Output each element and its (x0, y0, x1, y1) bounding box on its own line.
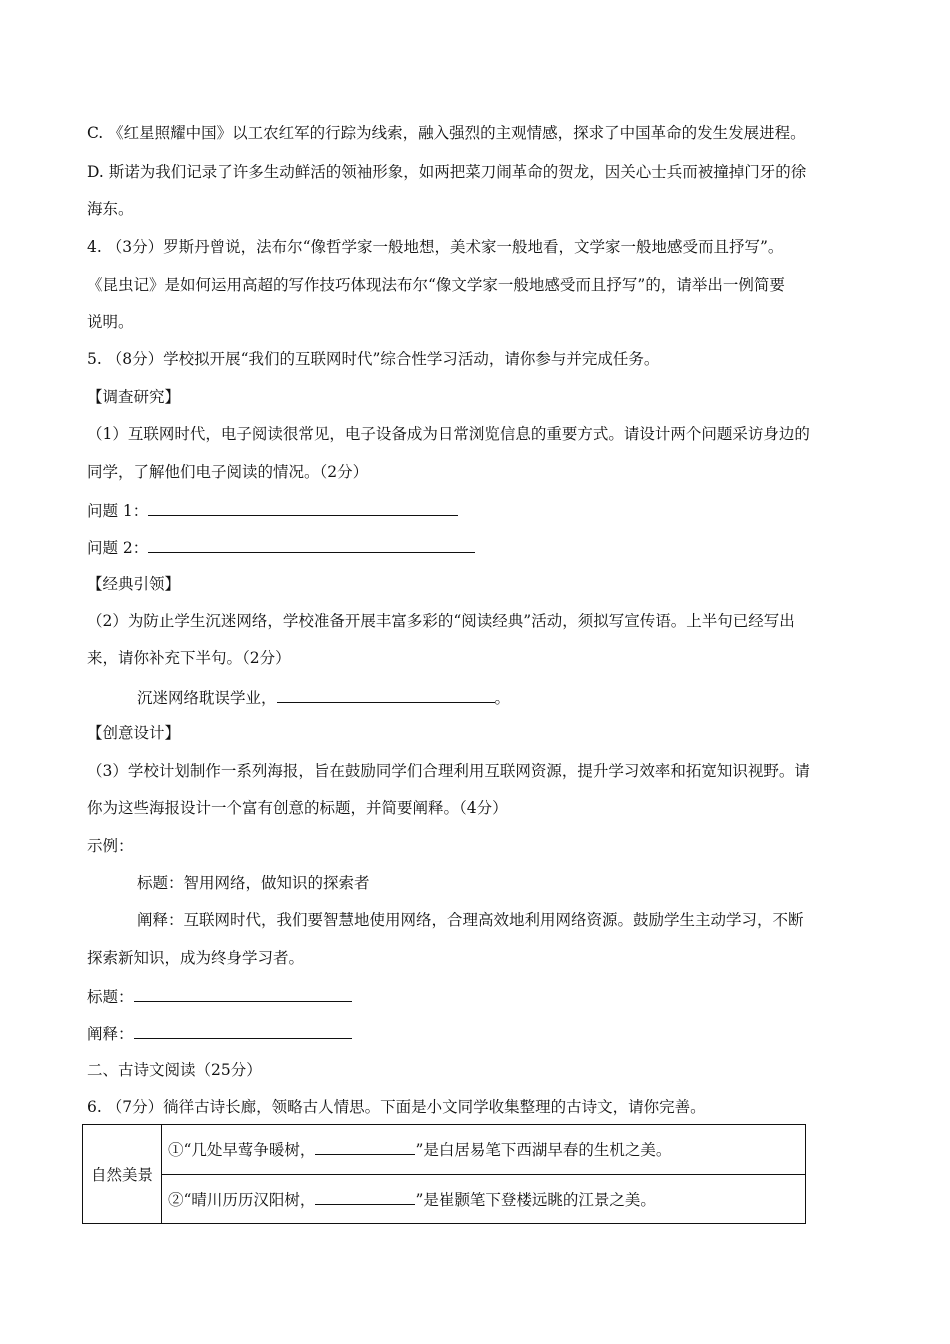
poetry-table (82, 1124, 806, 1224)
row1-prefix: ①“几处早莺争暖树， (168, 1141, 316, 1160)
title-label: 标题： (87, 988, 134, 1006)
slogan-first-half: 沉迷网络耽误学业， (137, 689, 277, 707)
example-title: 标题：智用网络，做知识的探索者 (137, 874, 370, 892)
part-2-line1: （2）为防止学生沉迷网络，学校准备开展丰富多彩的“阅读经典”活动，须拟写宣传语。上半句已经写出 (87, 612, 795, 630)
part-3-line2: 你为这些海报设计一个富有创意的标题，并简要阐释。（4分） (87, 799, 508, 817)
part-2-line2: 来，请你补充下半句。（2分） (87, 649, 291, 667)
heading-research: 【调查研究】 (87, 388, 181, 406)
question-4-line1: 4. （3分）罗斯丹曾说，法布尔“像哲学家一般地想，美术家一般地看，文学家一般地感受而且抒写”。 (87, 238, 784, 256)
question-2-row (87, 536, 475, 558)
table-row (83, 1174, 806, 1224)
slogan-blank[interactable] (277, 686, 495, 703)
row2-blank[interactable] (315, 1188, 415, 1205)
question-4-line3: 说明。 (87, 313, 134, 331)
question-1-row (87, 499, 458, 521)
question-4-line2: 《昆虫记》是如何运用高超的写作技巧体现法布尔“像文学家一般地感受而且抒写”的，请举出一例简要 (87, 276, 785, 294)
slogan-row (137, 686, 510, 708)
heading-creative: 【创意设计】 (87, 724, 181, 742)
option-c: C. 《红星照耀中国》以工农红军的行踪为线索，融入强烈的主观情感，探求了中国革命的发生发展进程。 (87, 124, 806, 142)
question-5: 5. （8分）学校拟开展“我们的互联网时代”综合性学习活动，请你参与并完成任务。 (87, 350, 660, 368)
section-2-heading: 二、古诗文阅读（25分） (87, 1061, 262, 1079)
example-explanation-line2: 探索新知识，成为终身学习者。 (87, 949, 305, 967)
example-label: 示例： (87, 837, 134, 855)
part-1-line1: （1）互联网时代，电子阅读很常见，电子设备成为日常浏览信息的重要方式。请设计两个问题采访身边的 (87, 425, 810, 443)
part-3-line1: （3）学校计划制作一系列海报，旨在鼓励同学们合理利用互联网资源，提升学习效率和拓宽知识视野。请 (87, 762, 810, 780)
table-row (83, 1125, 806, 1175)
table-header-nature: 自然美景 (83, 1125, 162, 1224)
slogan-end: 。 (494, 689, 511, 707)
question-1-blank[interactable] (148, 499, 458, 516)
row2-suffix: ”是崔颢笔下登楼远眺的江景之美。 (415, 1190, 656, 1209)
table-cell-row1 (162, 1125, 806, 1175)
question-1-label: 问题 1： (87, 502, 149, 520)
part-1-line2: 同学，了解他们电子阅读的情况。（2分） (87, 463, 369, 481)
option-d-line1: D. 斯诺为我们记录了许多生动鲜活的领袖形象，如两把菜刀闹革命的贺龙，因关心士兵而被撞掉门牙的徐 (87, 163, 807, 181)
question-2-label: 问题 2： (87, 539, 149, 557)
table-cell-row2 (162, 1174, 806, 1224)
explanation-label: 阐释： (87, 1025, 134, 1043)
question-6: 6. （7分）徜徉古诗长廊，领略古人情思。下面是小文同学收集整理的古诗文，请你完善。 (87, 1098, 706, 1116)
title-answer-row (87, 985, 352, 1007)
explanation-blank[interactable] (134, 1022, 352, 1039)
question-2-blank[interactable] (148, 536, 475, 553)
row1-blank[interactable] (315, 1138, 415, 1155)
row2-prefix: ②“晴川历历汉阳树， (168, 1190, 316, 1209)
row1-suffix: ”是白居易笔下西湖早春的生机之美。 (415, 1141, 672, 1160)
heading-classics: 【经典引领】 (87, 575, 181, 593)
option-d-line2: 海东。 (87, 200, 134, 218)
title-blank[interactable] (134, 985, 352, 1002)
explanation-answer-row (87, 1022, 352, 1044)
example-explanation-line1: 阐释：互联网时代，我们要智慧地使用网络，合理高效地利用网络资源。鼓励学生主动学习，不断 (137, 911, 804, 929)
